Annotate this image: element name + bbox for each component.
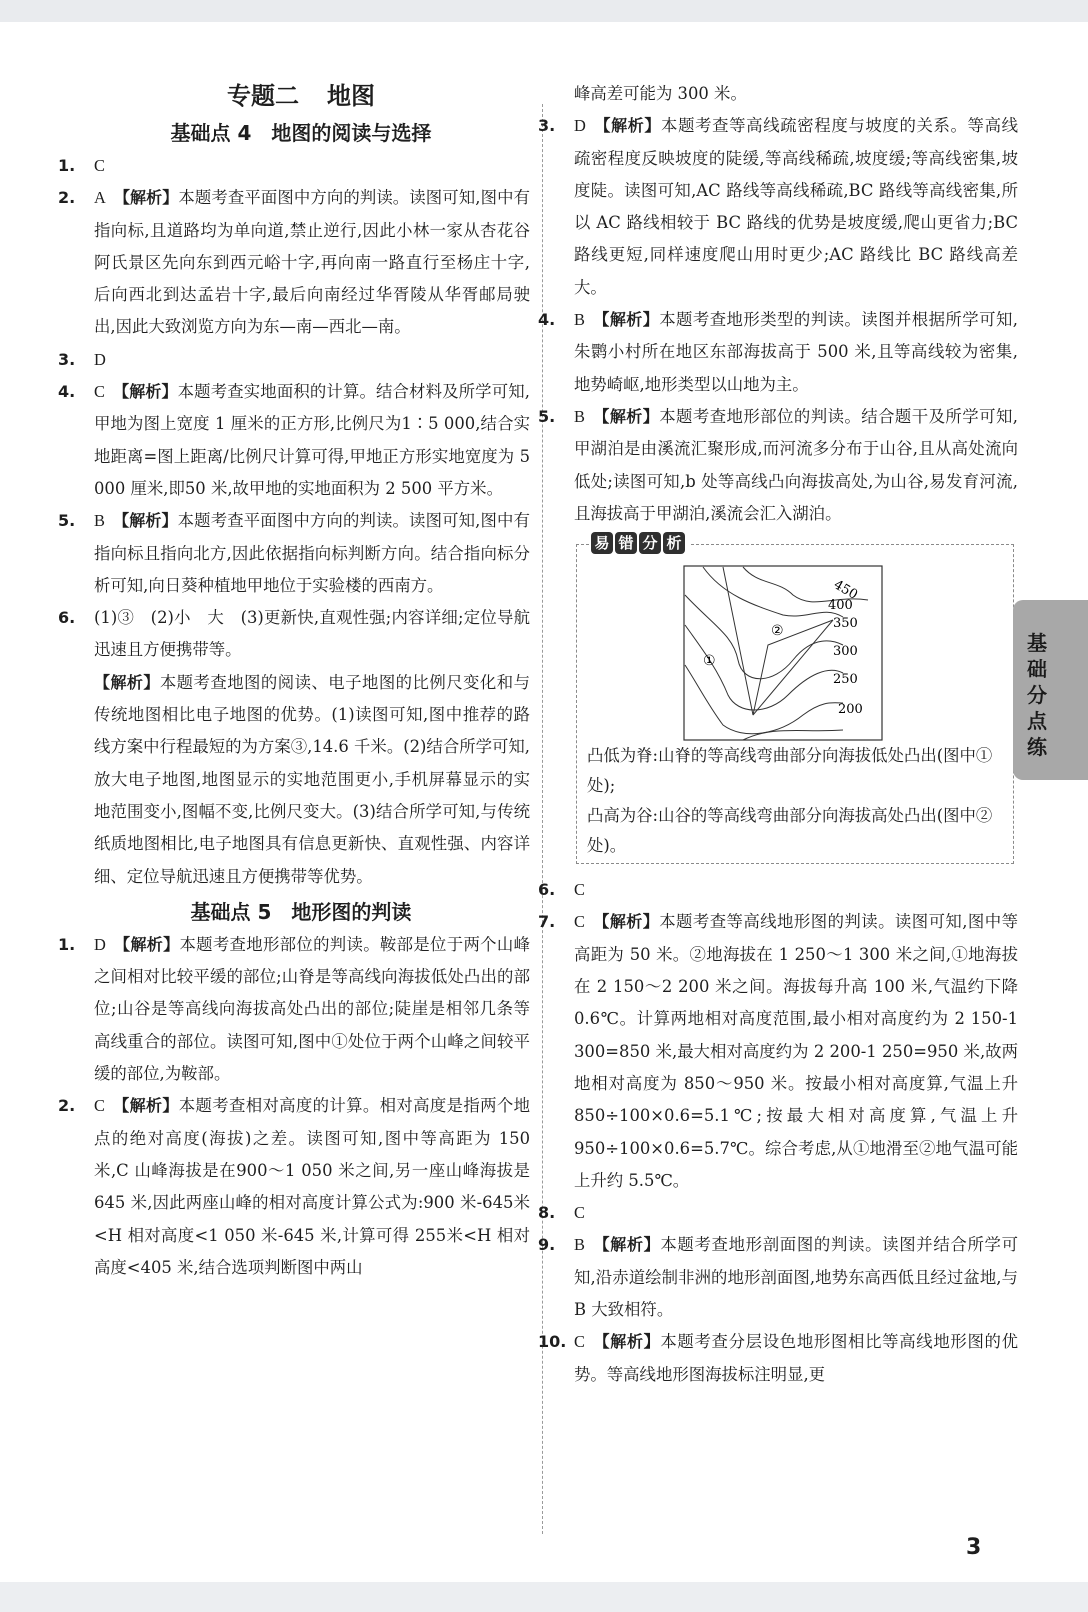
analysis-tag: 【解析】 — [112, 1096, 179, 1116]
answer-letter: C — [574, 880, 585, 900]
question-number: 2. — [58, 1096, 76, 1116]
analysis-tag: 【解析】 — [593, 116, 662, 136]
question-number: 9. — [538, 1235, 556, 1255]
bottom-margin-strip — [0, 1582, 1088, 1612]
error-analysis-box — [576, 534, 1014, 864]
analysis-text: 本题考查等高线地形图的判读。读图可知,图中等高距为 50 米。②地海拔在 1 250～1 300 米之间,①地海拔在 2 150～2 200 米之间。海拔每升高 100 米,气温约下降 0.6℃。计算两地相对高度范围,最小相对高度约为 2 150-1 300=850 米,最大相对高度约为 2 200-1 250=950 米,故两地相对高度为 850～950 米。按最小相对高度算,气温上升 850÷100×0.6=5.1℃;按最大相对高度算,气温上升 950÷100×0.6=5.7℃。综合考虑,从①地滑至②地气温可能上升约 5.5℃。 — [574, 912, 1018, 1190]
answer-item — [538, 304, 1018, 401]
answer-item — [58, 929, 530, 1090]
answer-letter: C — [574, 1203, 585, 1223]
continued-text: 峰高差可能为 300 米。 — [574, 84, 747, 103]
question-number: 4. — [58, 382, 76, 402]
section-4-answers — [58, 150, 530, 602]
error-analysis-label — [589, 532, 689, 554]
question-number: 3. — [58, 349, 76, 369]
answer-item — [58, 344, 530, 376]
analysis-paragraph — [72, 667, 530, 893]
valley-rule: 凸高为谷:山谷的等高线弯曲部分向海拔高处凸出(图中②处)。 — [587, 806, 993, 856]
analysis-text: 本题考查平面图中方向的判读。读图可知,图中有指向标,且道路均为单向道,禁止逆行,因此小林一家从杏花谷阿氏景区先向东到西元峪十字,再向南一路直行至杨庄十字,后向西北到达孟岩十字,最后向南经过华胥陵从华胥邮局驶出,因此大致浏览方向为东—南—西北—南。 — [94, 188, 530, 337]
answer-item — [58, 376, 530, 505]
answer-letter: A — [94, 188, 106, 208]
section-5-answers-right — [538, 110, 1018, 530]
question-number: 5. — [58, 511, 76, 531]
answer-item — [538, 1197, 1018, 1229]
label-char: 分 — [639, 532, 661, 554]
question-number: 3. — [538, 116, 556, 136]
topic-title-sub: 地图 — [327, 82, 375, 110]
analysis-tag: 【解析】 — [94, 672, 160, 692]
answer-page — [14, 22, 1066, 1582]
question-number: 7. — [538, 912, 556, 932]
analysis-text: 本题考查地形类型的判读。读图并根据所学可知,朱鹮小村所在地区东部海拔高于 500 米,且等高线较为密集,地势崎岖,地形类型以山地为主。 — [574, 310, 1018, 394]
answer-item — [538, 906, 1018, 1197]
analysis-tag: 【解析】 — [592, 310, 660, 330]
analysis-text: 本题考查地形剖面图的判读。读图并结合所学可知,沿赤道绘制非洲的地形剖面图,地势东高西低且经过盆地,与 B 大致相符。 — [574, 1235, 1018, 1320]
answer-item — [58, 505, 530, 602]
question-number: 6. — [58, 608, 76, 628]
question-number: 4. — [538, 310, 556, 330]
answer-item — [538, 110, 1018, 304]
analysis-tag: 【解析】 — [592, 1235, 661, 1255]
contour-label: 250 — [833, 672, 858, 688]
analysis-tag: 【解析】 — [112, 382, 178, 402]
analysis-tag: 【解析】 — [592, 912, 660, 932]
analysis-text: 本题考查相对高度的计算。相对高度是指两个地点的绝对高度(海拔)之差。读图可知,图中等高距为 150 米,C 山峰海拔是在900～1 050 米之间,另一座山峰海拔是 645 米,因此两座山峰的相对高度计算公式为:900 米-645米<H 相对高度<1 050 米-645 米,计算可得 255米<H 相对高度<405 米,结合选项判断图中两山 — [94, 1096, 530, 1277]
analysis-text: 本题考查地图的阅读、电子地图的比例尺变化和与传统地图相比电子地图的优势。(1)读图可知,图中推荐的路线方案中行程最短的为方案③,14.6 千米。(2)结合所学可知,放大电子地图,地图显示的实地范围更小,手机屏幕显示的实地范围变小,图幅不变,比例尺变大。(3)结合所学可知,与传统纸质地图相比,电子地图具有信息更新快、直观性强、内容详细、定位导航迅速且方便携带等优势。 — [94, 672, 530, 886]
analysis-text: 本题考查实地面积的计算。结合材料及所学可知,甲地为图上宽度 1 厘米的正方形,比例尺为1∶5 000,结合实地距离=图上距离/比例尺计算可得,甲地正方形实地宽度为 5 000 厘米,即50 米,故甲地的实地面积为 2 500 平方米。 — [94, 382, 530, 498]
question-number: 2. — [58, 188, 76, 208]
analysis-tag: 【解析】 — [592, 406, 660, 426]
side-tab — [1013, 600, 1088, 780]
contour-label: 200 — [838, 702, 863, 718]
analysis-text: 本题考查地形部位的判读。结合题干及所学可知,甲湖泊是由溪流汇聚形成,而河流多分布于山谷,且从高处流向低处;读图可知,b 处等高线凸向海拔高处,为山谷,易发育河流,且海拔高于甲湖泊,溪流会汇入湖泊。 — [574, 406, 1018, 523]
analysis-tag: 【解析】 — [113, 188, 179, 208]
topic-title — [72, 76, 530, 116]
answer-item — [58, 602, 530, 667]
answer-item — [58, 150, 530, 182]
contour-map — [683, 565, 883, 741]
answer-text: (1)③ (2)小 大 (3)更新快,直观性强;内容详细;定位导航迅速且方便携带等。 — [94, 608, 530, 660]
label-char: 易 — [591, 532, 613, 554]
contour-label: 400 — [828, 598, 853, 614]
answer-item — [538, 401, 1018, 530]
question-number: 8. — [538, 1203, 556, 1223]
question-number: 10. — [538, 1332, 567, 1352]
answer-letter: B — [574, 310, 585, 330]
answer-letter: C — [574, 912, 585, 932]
analysis-text: 本题考查分层设色地形图相比等高线地形图的优势。等高线地形图海拔标注明显,更 — [574, 1332, 1018, 1384]
left-column — [58, 76, 530, 1284]
question-number: 1. — [58, 934, 76, 954]
analysis-tag: 【解析】 — [112, 511, 178, 531]
question-number: 5. — [538, 406, 556, 426]
contour-label: 300 — [833, 644, 858, 660]
answer-letter: C — [94, 156, 105, 175]
answer-item — [58, 182, 530, 343]
analysis-text: 本题考查等高线疏密程度与坡度的关系。等高线疏密程度反映坡度的陡缓,等高线稀疏,坡度缓;等高线密集,坡度陡。读图可知,AC 路线等高线稀疏,BC 路线等高线密集,所以 AC 路线相较于 BC 路线的优势是坡度缓,爬山更省力;BC 路线更短,同样速度爬山用时更少;AC 路线比 BC 路线高差大。 — [574, 116, 1018, 297]
answer-item — [538, 874, 1018, 906]
side-tab-label: 基础分点练 — [1027, 631, 1047, 759]
marker-2: ② — [771, 623, 784, 640]
contour-label: 450 — [831, 577, 861, 604]
answer-letter: D — [94, 349, 106, 369]
analysis-text: 本题考查地形部位的判读。鞍部是位于两个山峰之间相对比较平缓的部位;山脊是等高线向海拔低处凸出的部位;山谷是等高线向海拔高处凸出的部位;陡崖是相邻几条等高线重合的部位。读图可知,图中①处位于两个山峰之间较平缓的部位,为鞍部。 — [94, 934, 530, 1084]
analysis-tag: 【解析】 — [113, 934, 180, 954]
question-number: 6. — [538, 880, 556, 900]
answer-letter: B — [94, 511, 105, 531]
answer-item — [538, 1326, 1018, 1391]
top-margin-strip — [0, 0, 1088, 22]
question-number: 1. — [58, 156, 76, 175]
section-4-title: 基础点 4 地图的阅读与选择 — [170, 121, 432, 145]
answer-letter: C — [94, 1096, 105, 1116]
analysis-text: 本题考查平面图中方向的判读。读图可知,图中有指向标且指向北方,因此依据指向标判断方向。结合指向标分析可知,向日葵种植地甲地位于实验楼的西南方。 — [94, 511, 530, 595]
right-column — [538, 78, 1018, 1391]
answer-letter: B — [574, 406, 585, 426]
answer-letter: B — [574, 1235, 585, 1255]
answer-letter: C — [94, 382, 105, 402]
contour-label: 350 — [833, 616, 858, 632]
marker-1: ① — [703, 653, 716, 670]
label-char: 错 — [615, 532, 637, 554]
error-analysis-text — [587, 741, 1005, 861]
section-5-answers-right-2 — [538, 874, 1018, 1391]
answer-item — [538, 1229, 1018, 1326]
analysis-tag: 【解析】 — [592, 1332, 661, 1352]
answer-letter: D — [94, 934, 106, 954]
topic-title-main: 专题二 — [227, 82, 299, 110]
ridge-rule: 凸低为脊:山脊的等高线弯曲部分向海拔低处凸出(图中①处); — [587, 746, 993, 796]
answer-letter: D — [574, 116, 586, 136]
section-5-title: 基础点 5 地形图的判读 — [190, 899, 412, 924]
section-5-answers-left — [58, 929, 530, 1284]
page-number: 3 — [966, 1535, 982, 1560]
label-char: 析 — [663, 532, 685, 554]
answer-letter: C — [574, 1332, 585, 1352]
answer-item — [58, 1090, 530, 1284]
